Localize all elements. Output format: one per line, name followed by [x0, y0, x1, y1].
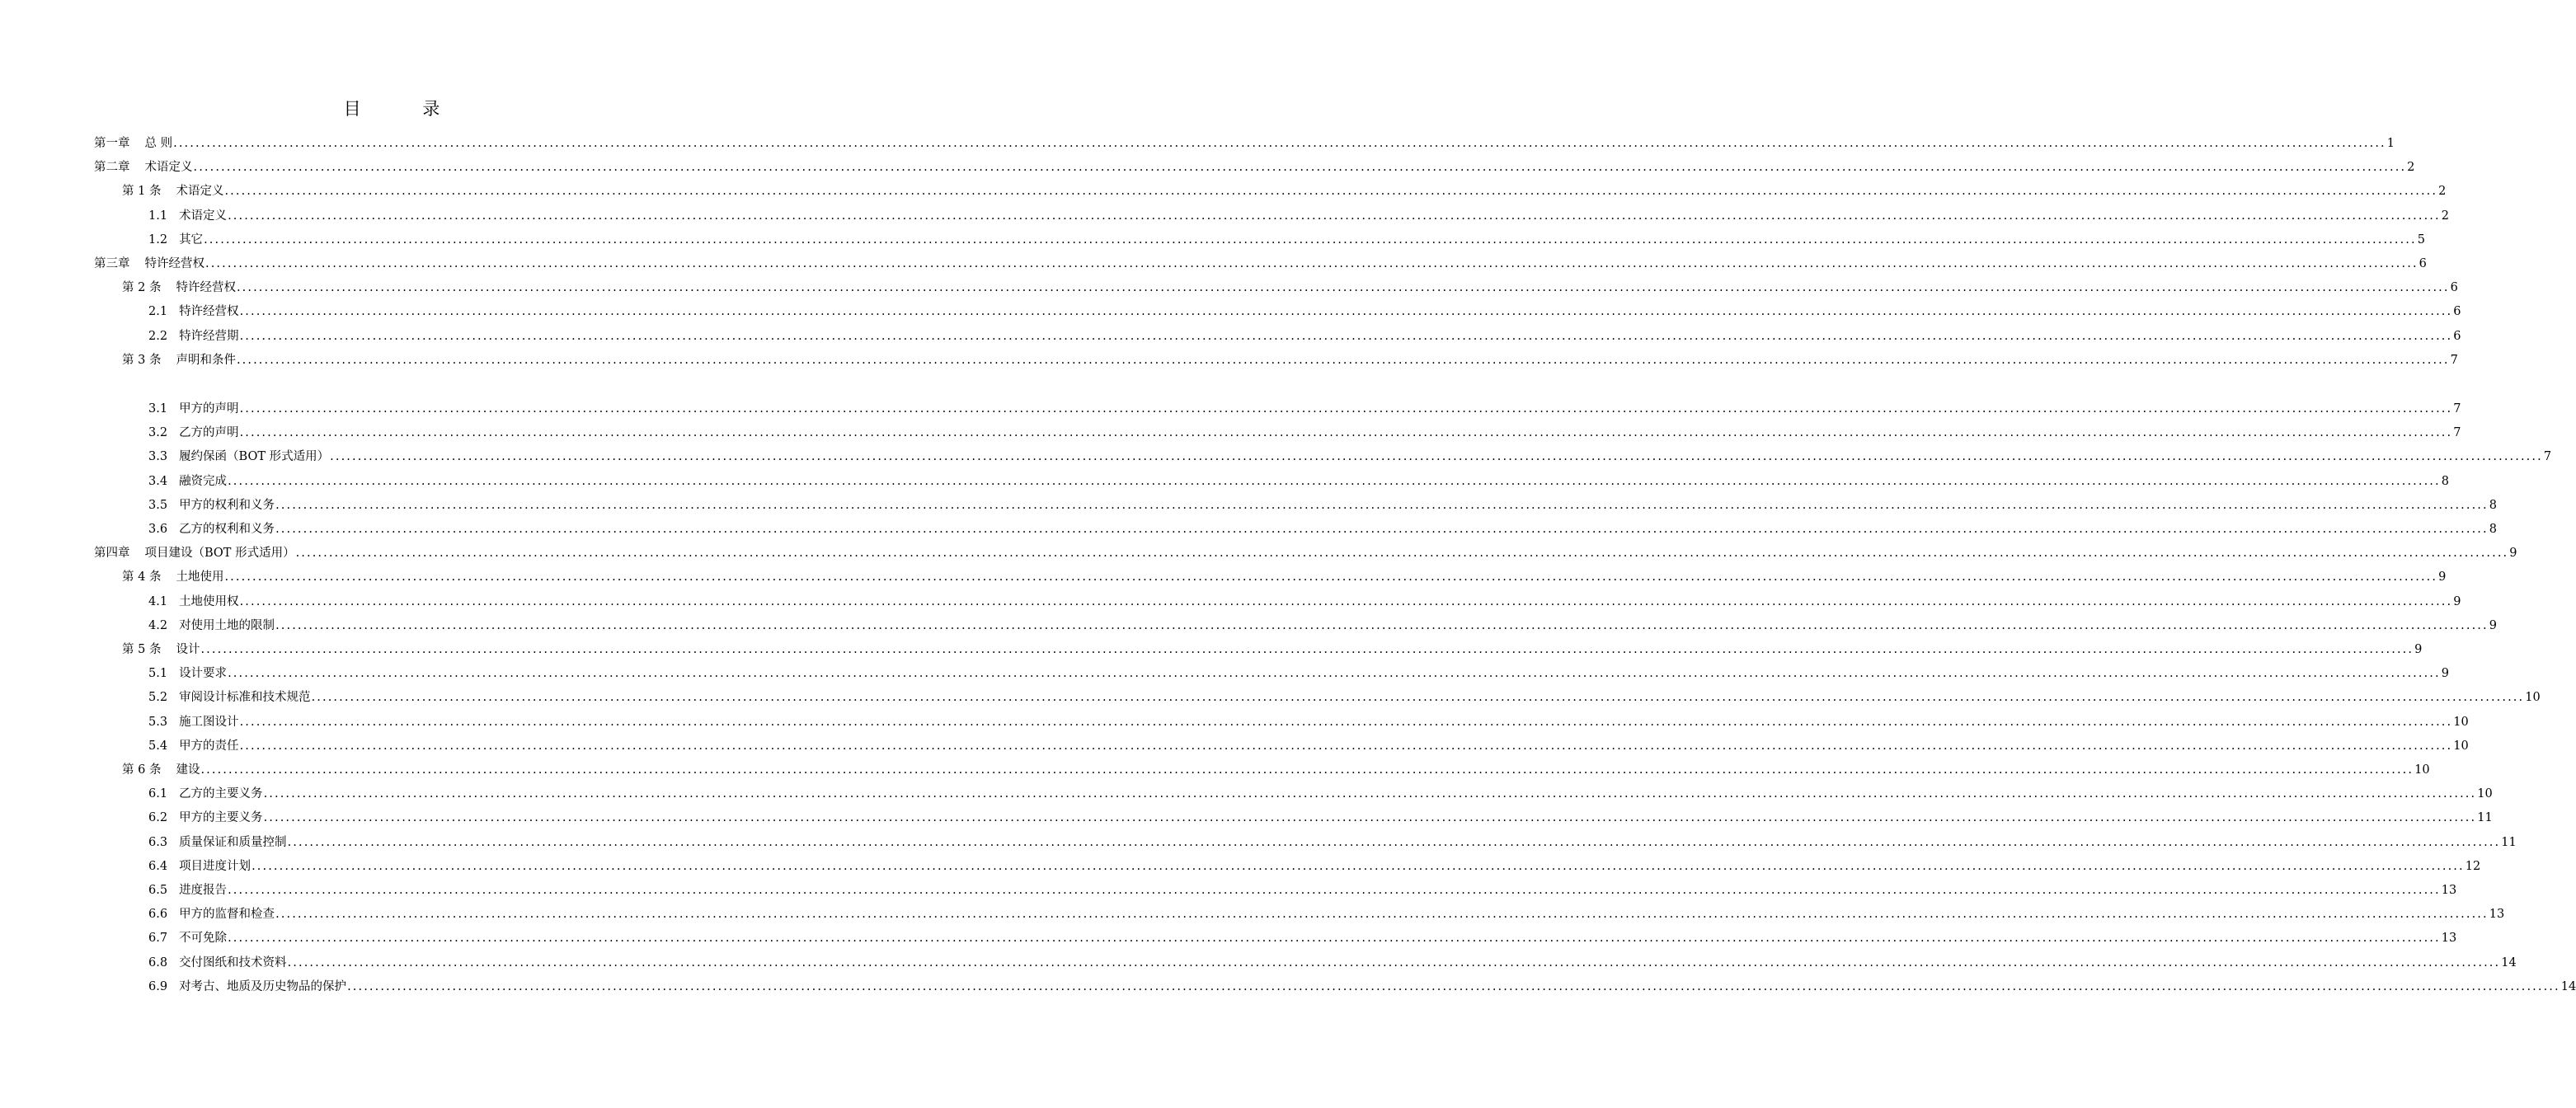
- toc-entry-page: 2: [2441, 209, 2449, 223]
- toc-entry-page: 7: [2453, 426, 2461, 440]
- page-title: 目 录: [343, 99, 468, 119]
- toc-entry-number: 6.3: [148, 835, 168, 849]
- toc-entry-number: 第 5 条: [122, 643, 162, 656]
- toc-dot-leader: ................................................................................................................................................................................................................................................................................................................................................................................................................: [228, 474, 2441, 488]
- toc-entry[interactable]: [148, 204, 2449, 228]
- toc-entry-number: 4.2: [148, 618, 168, 632]
- toc-dot-leader: ................................................................................................................................................................................................................................................................................................................................................................................................................: [295, 547, 2509, 561]
- toc-dot-leader: ................................................................................................................................................................................................................................................................................................................................................................................................................: [275, 498, 2489, 512]
- toc-entry[interactable]: [148, 927, 2457, 951]
- toc-entry[interactable]: [148, 590, 2461, 614]
- toc-entry-number: 6.6: [148, 908, 168, 922]
- toc-entry-number: 3.2: [148, 426, 168, 440]
- toc-dot-leader: ................................................................................................................................................................................................................................................................................................................................................................................................................: [239, 739, 2453, 753]
- toc-entry-number: 第二章: [94, 161, 130, 175]
- toc-entry[interactable]: [148, 397, 2461, 421]
- toc-entry-page: 5: [2417, 232, 2425, 246]
- toc-entry-title: 履约保函（BOT 形式适用）: [179, 450, 330, 464]
- toc-entry-title: 建设: [176, 763, 200, 777]
- toc-dot-leader: ................................................................................................................................................................................................................................................................................................................................................................................................................: [239, 594, 2453, 608]
- toc-entry[interactable]: [148, 228, 2425, 252]
- toc-entry[interactable]: [122, 180, 2447, 204]
- toc-entry-number: 6.9: [148, 979, 168, 993]
- toc-dot-leader: ................................................................................................................................................................................................................................................................................................................................................................................................................: [239, 426, 2453, 440]
- toc-dot-leader: ................................................................................................................................................................................................................................................................................................................................................................................................................: [200, 763, 2414, 777]
- toc-dot-leader: ................................................................................................................................................................................................................................................................................................................................................................................................................: [228, 209, 2441, 223]
- toc-entry-page: 10: [2414, 763, 2430, 777]
- toc-entry-number: 5.4: [148, 739, 168, 753]
- toc-dot-leader: ................................................................................................................................................................................................................................................................................................................................................................................................................: [224, 570, 2438, 585]
- toc-entry[interactable]: [148, 325, 2461, 349]
- toc-entry-title: 术语定义: [144, 161, 193, 175]
- toc-entry[interactable]: [148, 614, 2497, 638]
- toc-dot-leader: ................................................................................................................................................................................................................................................................................................................................................................................................................: [193, 161, 2407, 175]
- toc-entry-number: 第 6 条: [122, 763, 162, 777]
- toc-entry-title: 项目建设（BOT 形式适用）: [144, 547, 295, 561]
- toc-entry-page: 13: [2489, 908, 2505, 922]
- toc-dot-leader: ................................................................................................................................................................................................................................................................................................................................................................................................................: [287, 835, 2501, 849]
- toc-entry-page: 6: [2419, 257, 2427, 270]
- toc-dot-leader: ................................................................................................................................................................................................................................................................................................................................................................................................................: [205, 257, 2419, 270]
- toc-dot-leader: ................................................................................................................................................................................................................................................................................................................................................................................................................: [204, 232, 2417, 246]
- toc-entry-number: 6.8: [148, 955, 168, 970]
- toc-entry-page: 10: [2453, 739, 2469, 753]
- toc-dot-leader: ................................................................................................................................................................................................................................................................................................................................................................................................................: [275, 618, 2489, 632]
- toc-entry-page: 14: [2560, 979, 2576, 993]
- toc-dot-leader: ................................................................................................................................................................................................................................................................................................................................................................................................................: [228, 932, 2441, 946]
- toc-dot-leader: ................................................................................................................................................................................................................................................................................................................................................................................................................: [173, 137, 2386, 150]
- toc-entry-page: 13: [2441, 932, 2457, 946]
- toc-entry-number: 5.1: [148, 667, 168, 681]
- toc-entry[interactable]: [148, 735, 2469, 758]
- toc-entry-page: 10: [2525, 691, 2541, 705]
- toc-entry-page: 10: [2453, 715, 2469, 729]
- toc-entry-number: 3.4: [148, 474, 168, 488]
- toc-entry-number: 5.3: [148, 715, 168, 729]
- toc-entry-number: 6.1: [148, 787, 168, 801]
- toc-dot-leader: ................................................................................................................................................................................................................................................................................................................................................................................................................: [347, 979, 2560, 993]
- toc-entry-page: 8: [2441, 474, 2449, 488]
- toc-dot-leader: ................................................................................................................................................................................................................................................................................................................................................................................................................: [251, 859, 2465, 873]
- toc-dot-leader: ................................................................................................................................................................................................................................................................................................................................................................................................................: [239, 402, 2453, 416]
- toc-entry-page: 8: [2489, 498, 2497, 512]
- toc-entry-number: 1.2: [148, 232, 168, 246]
- toc-entry-number: 第四章: [94, 547, 130, 561]
- toc-entry-page: 9: [2414, 643, 2423, 656]
- toc-entry[interactable]: [148, 421, 2461, 445]
- toc-entry-page: 11: [2501, 835, 2517, 849]
- toc-entry-title: 其它: [179, 232, 204, 246]
- toc-dot-leader: ................................................................................................................................................................................................................................................................................................................................................................................................................: [228, 667, 2441, 681]
- toc-entry-title: 审阅设计标准和技术规范: [179, 691, 311, 705]
- toc-entry[interactable]: [122, 638, 2423, 662]
- toc-entry-title: 乙方的主要义务: [179, 787, 263, 801]
- toc-entry[interactable]: [148, 711, 2469, 735]
- toc-entry-title: 特许经营权: [176, 281, 236, 295]
- toc-entry-title: 乙方的声明: [179, 426, 239, 440]
- toc-entry-title: 术语定义: [176, 185, 224, 199]
- toc-entry-page: 1: [2386, 137, 2395, 150]
- toc-entry-title: 土地使用: [176, 570, 224, 585]
- toc-entry-page: 2: [2438, 185, 2447, 199]
- toc-entry-title: 进度报告: [179, 884, 228, 897]
- toc-entry-title: 对使用土地的限制: [179, 618, 275, 632]
- toc-entry[interactable]: [148, 686, 2541, 710]
- toc-entry[interactable]: [94, 132, 2395, 156]
- toc-entry-title: 不可免除: [179, 932, 228, 946]
- toc-entry[interactable]: [94, 156, 2415, 180]
- toc-entry-title: 设计: [176, 643, 200, 656]
- toc-entry-title: 特许经营权: [144, 257, 204, 270]
- toc-entry-page: 14: [2501, 955, 2517, 970]
- toc-entry-page: 9: [2509, 547, 2517, 561]
- toc-entry-number: 3.1: [148, 402, 168, 416]
- toc-entry-number: 6.2: [148, 811, 168, 825]
- toc-entry-page: 10: [2477, 787, 2493, 801]
- toc-dot-leader: ................................................................................................................................................................................................................................................................................................................................................................................................................: [239, 715, 2453, 729]
- toc-entry[interactable]: [148, 879, 2457, 903]
- toc-entry[interactable]: [148, 662, 2449, 686]
- toc-entry-number: 6.7: [148, 932, 168, 946]
- toc-entry-number: 第 4 条: [122, 570, 162, 585]
- toc-entry-number: 1.1: [148, 209, 168, 223]
- toc-entry-title: 总 则: [144, 137, 173, 150]
- toc-entry-number: 2.1: [148, 305, 168, 319]
- toc-entry-title: 对考古、地质及历史物品的保护: [179, 979, 347, 993]
- toc-entry[interactable]: [148, 903, 2505, 927]
- toc-entry-number: 6.5: [148, 884, 168, 897]
- toc-entry-number: 3.6: [148, 523, 168, 536]
- toc-entry[interactable]: [148, 831, 2517, 855]
- toc-entry[interactable]: [148, 494, 2497, 518]
- toc-entry-number: 2.2: [148, 329, 168, 343]
- toc-entry-page: 7: [2453, 402, 2461, 416]
- toc-entry-page: 9: [2453, 594, 2461, 608]
- toc-entry[interactable]: [122, 276, 2458, 300]
- toc-entry-title: 交付图纸和技术资料: [179, 955, 287, 970]
- toc-entry-title: 乙方的权利和义务: [179, 523, 275, 536]
- toc-dot-leader: ................................................................................................................................................................................................................................................................................................................................................................................................................: [224, 185, 2438, 199]
- toc-entry-page: 13: [2441, 884, 2457, 897]
- toc-entry-title: 质量保证和质量控制: [179, 835, 287, 849]
- toc-entry-page: 2: [2407, 161, 2415, 175]
- toc-entry-page: 9: [2489, 618, 2497, 632]
- toc-entry-number: 3.5: [148, 498, 168, 512]
- toc-entry-page: 9: [2441, 667, 2449, 681]
- toc-entry-title: 术语定义: [179, 209, 228, 223]
- toc-dot-leader: ................................................................................................................................................................................................................................................................................................................................................................................................................: [236, 353, 2450, 367]
- toc-entry-number: 第一章: [94, 137, 130, 150]
- toc-dot-leader: ................................................................................................................................................................................................................................................................................................................................................................................................................: [236, 281, 2450, 295]
- toc-entry-page: 6: [2450, 281, 2458, 295]
- toc-dot-leader: ................................................................................................................................................................................................................................................................................................................................................................................................................: [228, 884, 2441, 897]
- toc-dot-leader: ................................................................................................................................................................................................................................................................................................................................................................................................................: [200, 643, 2414, 656]
- toc-entry-number: 第三章: [94, 257, 130, 270]
- toc-entry-page: 6: [2453, 305, 2461, 319]
- toc-entry-title: 土地使用权: [179, 594, 239, 608]
- toc-entry-number: 第 2 条: [122, 281, 162, 295]
- toc-entry[interactable]: [122, 758, 2430, 782]
- toc-entry[interactable]: [148, 975, 2576, 999]
- toc-entry-number: 5.2: [148, 691, 168, 705]
- toc-entry-page: 12: [2465, 859, 2481, 873]
- toc-entry-title: 甲方的监督和检查: [179, 908, 275, 922]
- toc-entry[interactable]: [148, 300, 2461, 324]
- toc-dot-leader: ................................................................................................................................................................................................................................................................................................................................................................................................................: [263, 787, 2477, 801]
- toc-entry-number: 6.4: [148, 859, 168, 873]
- toc-entry-number: 第 1 条: [122, 185, 162, 199]
- toc-entry-page: 6: [2453, 329, 2461, 343]
- toc-entry-page: 8: [2489, 523, 2497, 536]
- toc-entry-title: 施工图设计: [179, 715, 239, 729]
- toc-entry-title: 项目进度计划: [179, 859, 251, 873]
- toc-entry[interactable]: [122, 349, 2458, 373]
- toc-entry-title: 设计要求: [179, 667, 228, 681]
- toc-dot-leader: ................................................................................................................................................................................................................................................................................................................................................................................................................: [239, 305, 2453, 319]
- toc-entry[interactable]: [148, 470, 2449, 494]
- toc-entry-number: 3.3: [148, 450, 168, 464]
- toc-entry[interactable]: [148, 782, 2493, 806]
- toc-entry-page: 9: [2438, 570, 2447, 585]
- toc-entry-title: 声明和条件: [176, 353, 236, 367]
- toc-entry-title: 甲方的声明: [179, 402, 239, 416]
- toc-entry[interactable]: [148, 855, 2481, 879]
- toc-dot-leader: ................................................................................................................................................................................................................................................................................................................................................................................................................: [239, 329, 2453, 343]
- toc-entry-title: 甲方的权利和义务: [179, 498, 275, 512]
- toc-entry-title: 甲方的责任: [179, 739, 239, 753]
- toc-entry[interactable]: [148, 445, 2552, 469]
- toc-entry-page: 7: [2450, 353, 2458, 367]
- toc-entry[interactable]: [122, 566, 2447, 589]
- toc-entry-page: 11: [2477, 811, 2493, 825]
- toc-dot-leader: ................................................................................................................................................................................................................................................................................................................................................................................................................: [330, 450, 2543, 464]
- toc-entry-number: 第 3 条: [122, 353, 162, 367]
- toc-entry-title: 融资完成: [179, 474, 228, 488]
- toc-dot-leader: ................................................................................................................................................................................................................................................................................................................................................................................................................: [275, 523, 2489, 536]
- toc-entry-page: 7: [2543, 450, 2552, 464]
- toc-entry[interactable]: [148, 806, 2493, 830]
- toc-entry[interactable]: [94, 542, 2517, 566]
- toc-entry-title: 特许经营期: [179, 329, 239, 343]
- toc-entry-title: 甲方的主要义务: [179, 811, 263, 825]
- toc-entry[interactable]: [148, 518, 2497, 542]
- toc-dot-leader: ................................................................................................................................................................................................................................................................................................................................................................................................................: [311, 691, 2525, 705]
- toc-entry-title: 特许经营权: [179, 305, 239, 319]
- toc-dot-leader: ................................................................................................................................................................................................................................................................................................................................................................................................................: [263, 811, 2477, 825]
- toc-dot-leader: ................................................................................................................................................................................................................................................................................................................................................................................................................: [275, 908, 2489, 922]
- toc-entry[interactable]: [94, 252, 2427, 276]
- toc-entry[interactable]: [148, 951, 2517, 975]
- toc-dot-leader: ................................................................................................................................................................................................................................................................................................................................................................................................................: [287, 955, 2501, 970]
- toc-entry-number: 4.1: [148, 594, 168, 608]
